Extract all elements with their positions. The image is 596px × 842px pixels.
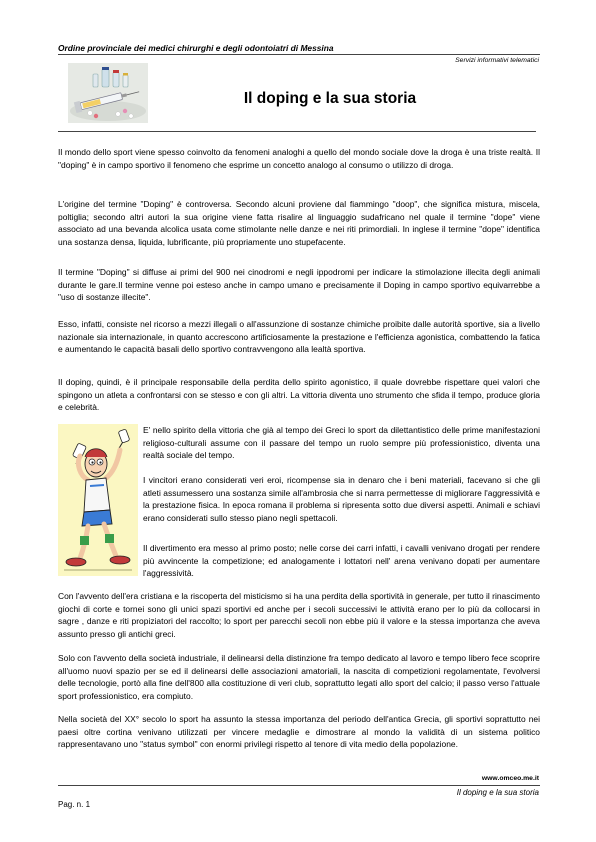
title-divider (58, 131, 536, 132)
paragraph-4: Esso, infatti, consiste nel ricorso a mezzi illegali o all'assunzione di sostanze chimiche proibite dalle autorità sportive, sia a livello nazionale sia internazionale, in quanto accrescono artificiosamente la prestazione e l'efficienza agonistica, combattendo la fatica e aumentando le capacità basali dello sportivo contravvengono alla lealtà sportiva. (58, 319, 540, 355)
paragraph-2: L'origine del termine "Doping" è controversa. Secondo alcuni proviene dal fiammingo "doop", che significa mistura, miscela, poltiglia; secondo altri autori la sua origine viene fatta risalire al linguaggio sudafricano nel quale il termine "dope" viene associato ad una bevanda alcolica usata come stimolante nelle danze e nei riti primordiali. In inglese il termine "dope" identifica una sostanza densa, liquida, lubrificante, più propriamente uno stupefacente. (58, 199, 540, 247)
paragraph-10: Solo con l'avvento della società industriale, il delinearsi della distinzione fra tempo dedicato al lavoro e tempo libero fece scoprire all'uomo nuovi spazio per se ed il delinearsi delle associazioni amatoriali, la nascita di competizioni regolamentate, l'evolversi delle tecnologie, portò alla fine dell'800 alla costituzione di veri club, soprattutto legati allo sport del calcio; il passo verso l'attuale sport professionistico, era compiuto. (58, 653, 540, 701)
footer-divider (58, 785, 540, 786)
footer-document-title: Il doping e la sua storia (456, 788, 539, 797)
footer-website-link[interactable]: www.omceo.me.it (481, 775, 539, 782)
paragraph-8: Il divertimento era messo al primo posto; nelle corse dei carri infatti, i cavalli venivano drogati per rendere più avvincente la competizione; ed analogamente i lottatori nell' arena venivano dopati per aumentare l'aggressività. (143, 543, 540, 579)
paragraph-7: I vincitori erano considerati veri eroi, ricompense sia in denaro che i beni materiali, facevano si che gli atleti assumessero una sostanza simile all'ambrosia che si narra permettesse di migliorare l'aggressività e la prestazione fisica. In epoca romana il problema si ripresenta sotto due diversi aspetti. Animali e schiavi erano considerati sullo stesso piano negli spettacoli. (143, 475, 540, 523)
paragraph-11: Nella società del XX° secolo lo sport ha assunto la stessa importanza del periodo dell'antica Grecia, gli sportivi soprattutto nei paesi oltre cortina venivano utilizzati per vincere medaglie e dimostrare al mondo la validità di un sistema politico rappresentavano uno "status symbol" con enormi privilegi rispetto al tenore di vita medio della popolazione. (58, 714, 540, 750)
header-divider (58, 54, 540, 55)
paragraph-6: E' nello spirito della vittoria che già al tempo dei Greci lo sport da dilettantistico delle prime manifestazioni religioso-culturali assume con il passare del tempo un ruolo sempre più professionistico, diventa una realtà sociale del tempo. (143, 425, 540, 461)
doped-athlete-cartoon (58, 424, 138, 576)
paragraph-9: Con l'avvento dell'era cristiana e la riscoperta del misticismo si ha una perdita della sportività in generale, per tutto il rinascimento giochi di corte e tornei sono gli unici spazi sportivi ed anche per i secoli successivi le attività erano per lo più da collocarsi in sagre , danze e riti propiziatori del raccolto; lo sport per parecchi secoli non ebbe più il valore e la stessa importanza che aveva assunto presso gli antichi greci. (58, 591, 540, 639)
syringe-pills-photo (68, 63, 148, 123)
header-subtitle: Servizi informativi telematici (455, 57, 539, 64)
paragraph-5: Il doping, quindi, è il principale responsabile della perdita dello spirito agonistico, il quale dovrebbe rispettare quei valori che spingono un atleta a confrontarsi con se stesso e con gli altri. La vittoria diventa uno strumento che sfida il tempo, produce gloria e celebrità. (58, 377, 540, 413)
paragraph-3: Il termine "Doping" si diffuse ai primi del 900 nei cinodromi e negli ippodromi per indicare la stimolazione illecita degli animali durante le gare.Il termine venne poi esteso anche in campo umano e precisamente il Doping in campo sportivo equivarrebbe a "uso di sostanze illecite". (58, 267, 540, 303)
paragraph-1: Il mondo dello sport viene spesso coinvolto da fenomeni analoghi a quello del mondo sociale dove la droga è una triste realtà. Il "doping" è in campo sportivo il fenomeno che esprime un concetto analogo al consumo o utilizzo di droga. (58, 147, 540, 170)
document-title: Il doping e la sua storia (243, 90, 417, 107)
page-number: Pag. n. 1 (58, 800, 91, 809)
header-organization: Ordine provinciale dei medici chirurghi e degli odontoiatri di Messina (58, 43, 334, 53)
